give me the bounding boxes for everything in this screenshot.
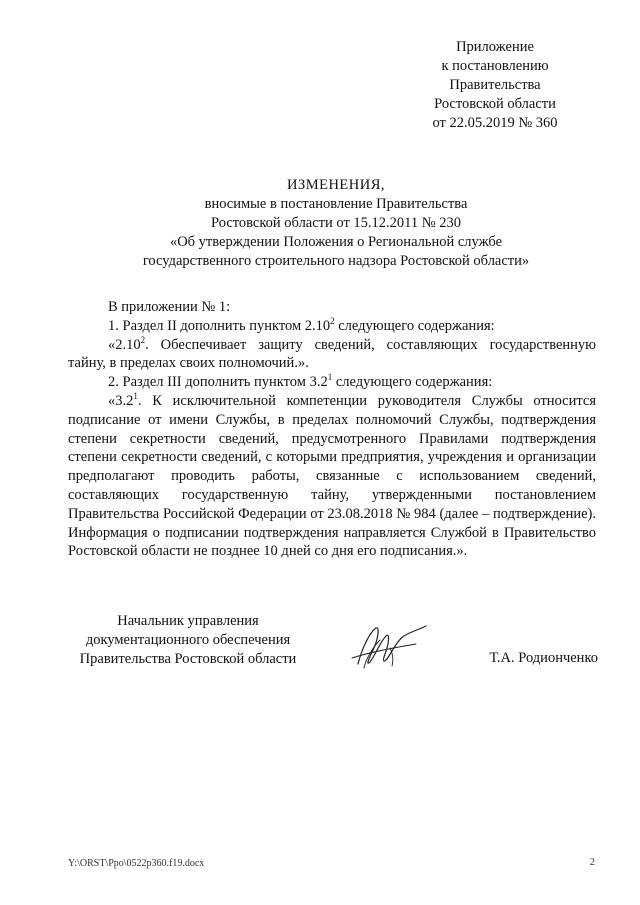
superscript: 2: [330, 315, 335, 326]
position-line-3: Правительства Ростовской области: [79, 651, 297, 667]
appendix-line-5: от 22.05.2019 № 360: [432, 115, 558, 131]
text: . К исключительной компетенции руководителя Службы относится подписание от имени Службы, в пределах полномочий Службы, подтверждения степени секретности сведений, предусмотренного Правилами подтверждения степени секретности сведений, с которыми предприятия, учреждения и организации предполагают проводить работы, связанные с использованием сведений, составляющих государственную тайну, утвержденными постановлением Правительства Российской Федерации от 23.08.2018 № 984 (далее – подтверждение). Информация о подписании подтверждения направляется Службой в Правительство Ростовской области не позднее 10 дней со дня его подписания.».: [68, 392, 596, 560]
footer-file-path: Y:\ORST\Ppo\0522p360.f19.docx: [68, 858, 205, 869]
paragraph-item-3-2: [68, 392, 596, 561]
position-line-1: Начальник управления: [117, 613, 259, 629]
text: 2. Раздел III дополнить пунктом 3.2: [108, 374, 328, 391]
appendix-line-1: Приложение: [456, 39, 534, 55]
appendix-line-2: к постановлению: [441, 58, 549, 74]
superscript: 1: [327, 372, 333, 383]
document-title: [40, 176, 632, 271]
document-body: [68, 298, 596, 561]
appendix-header: [418, 38, 572, 133]
text: «2.10: [108, 336, 141, 353]
title-line-4: государственного строительного надзора Ростовской области»: [142, 253, 530, 269]
page-number: 2: [589, 857, 595, 868]
paragraph-intro: В приложении № 1:: [108, 299, 231, 315]
title-heading: ИЗМЕНЕНИЯ,: [286, 177, 386, 193]
title-line-3: «Об утверждении Положения о Региональной службе: [169, 234, 503, 250]
text: следующего содержания:: [334, 317, 495, 334]
position-line-2: документационного обеспечения: [85, 632, 291, 648]
superscript: 1: [133, 391, 138, 402]
text: . Обеспечивает защиту сведений, составляющих государственную тайну, в пределах своих полномочий.».: [68, 336, 596, 372]
paragraph-section-2: [68, 317, 596, 336]
superscript: 2: [140, 334, 146, 345]
signatory-name: Т.А. Родионченко: [489, 650, 598, 666]
text: следующего содержания:: [332, 374, 493, 391]
paragraph-section-3: [68, 373, 596, 392]
appendix-line-4: Ростовской области: [434, 96, 556, 112]
signatory-position: [68, 612, 308, 669]
title-line-2: Ростовской области от 15.12.2011 № 230: [211, 215, 461, 231]
title-line-1: вносимые в постановление Правительства: [204, 196, 468, 212]
text: 1. Раздел II дополнить пунктом 2.10: [108, 317, 331, 334]
handwritten-signature: [340, 618, 440, 678]
text: «3.2: [108, 392, 134, 409]
paragraph-item-2-10: [68, 336, 596, 374]
appendix-line-3: Правительства: [449, 77, 541, 93]
